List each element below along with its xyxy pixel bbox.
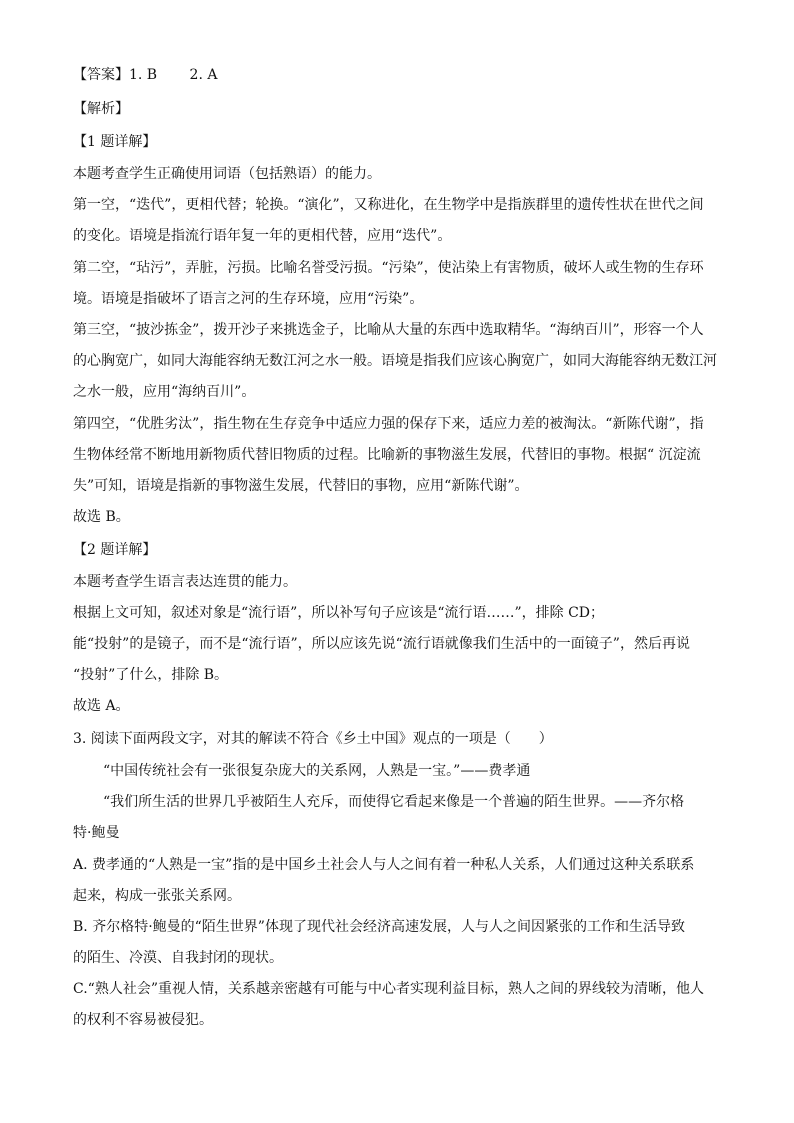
q1-line: 境。语境是指破坏了语言之河的生存环境，应用“污染”。: [73, 291, 424, 307]
q1-line: 的变化。语境是指流行语年复一年的更相代替，应用“迭代”。: [73, 228, 452, 244]
q1-line: 之水一般，应用“海纳百川”。: [73, 384, 256, 400]
q1-line: 第一空，“迭代”，更相代替；轮换。“演化”，又称进化，在生物学中是指族群里的遗传性状在世代之间: [73, 197, 704, 213]
q2-line: 本题考查学生语言表达连贯的能力。: [73, 574, 297, 590]
q1-conclusion: 故选 B。: [73, 509, 130, 525]
q1-heading: 【1 题详解】: [73, 134, 157, 150]
q2-line: “投射”了什么，排除 B。: [73, 667, 229, 683]
q3-option-b: B. 齐尔格特·鲍曼的“陌生世界”体现了现代社会经济高速发展，人与人之间因紧张的工作和生活导致: [73, 919, 685, 935]
q1-line: 第三空，“披沙拣金”，拨开沙子来挑选金子，比喻从大量的东西中选取精华。“海纳百川”，形容一个人: [73, 322, 704, 338]
q1-line: 本题考查学生正确使用词语（包括熟语）的能力。: [73, 166, 381, 182]
answer-line: [73, 66, 217, 84]
q3-quote-bauman-cont: 特·鲍曼: [73, 825, 120, 841]
q3-option-b-cont: 的陌生、冷漠、自我封闭的现状。: [73, 950, 283, 966]
q3-quote-bauman: “我们所生活的世界几乎被陌生人充斥，而使得它看起来像是一个普遍的陌生世界。——齐尔格: [103, 794, 685, 810]
q1-line: 的心胸宽广，如同大海能容纳无数江河之水一般。语境是指我们应该心胸宽广，如同大海能容纳无数江河: [73, 353, 717, 369]
analysis-heading: 【解析】: [73, 101, 129, 117]
q3-option-a-cont: 起来，构成一张张关系网。: [73, 888, 241, 904]
q3-stem: 3. 阅读下面两段文字，对其的解读不符合《乡土中国》观点的一项是（ ）: [73, 731, 553, 747]
answer-text: 1. B 2. A: [129, 67, 218, 83]
q1-line: 生物体经常不断地用新物质代替旧物质的过程。比喻新的事物滋生发展，代替旧的事物。根据“ 沉淀流: [73, 447, 701, 463]
q2-conclusion: 故选 A。: [73, 698, 130, 714]
q3-option-c-cont: 的权利不容易被侵犯。: [73, 1012, 213, 1028]
q1-line: 失”可知，语境是指新的事物滋生发展，代替旧的事物，应用“新陈代谢”。: [73, 478, 529, 494]
answer-tag: 【答案】: [73, 67, 129, 83]
q3-option-a: A. 费孝通的“人熟是一宝”指的是中国乡土社会人与人之间有着一种私人关系，人们通过这种关系联系: [73, 857, 695, 873]
q3-quote-fei: “中国传统社会有一张很复杂庞大的关系网，人熟是一宝。”——费孝通: [103, 763, 531, 779]
q2-line: 能“投射”的是镜子，而不是“流行语”，所以应该先说“流行语就像我们生活中的一面镜子”，然后再说: [73, 636, 690, 652]
q2-line: 根据上文可知，叙述对象是“流行语”，所以补写句子应该是“流行语……”，排除 CD；: [73, 605, 605, 621]
q1-line: 第二空，“玷污”，弄脏，污损。比喻名誉受污损。“污染”，使沾染上有害物质，破坏人或生物的生存环: [73, 260, 704, 276]
q1-line: 第四空，“优胜劣汰”，指生物在生存竞争中适应力强的保存下来，适应力差的被淘汰。“新陈代谢”，指: [73, 416, 704, 432]
q2-heading: 【2 题详解】: [73, 542, 157, 558]
q3-option-c: C.“熟人社会”重视人情，关系越亲密越有可能与中心者实现利益目标，熟人之间的界线较为清晰，他人: [73, 981, 704, 997]
